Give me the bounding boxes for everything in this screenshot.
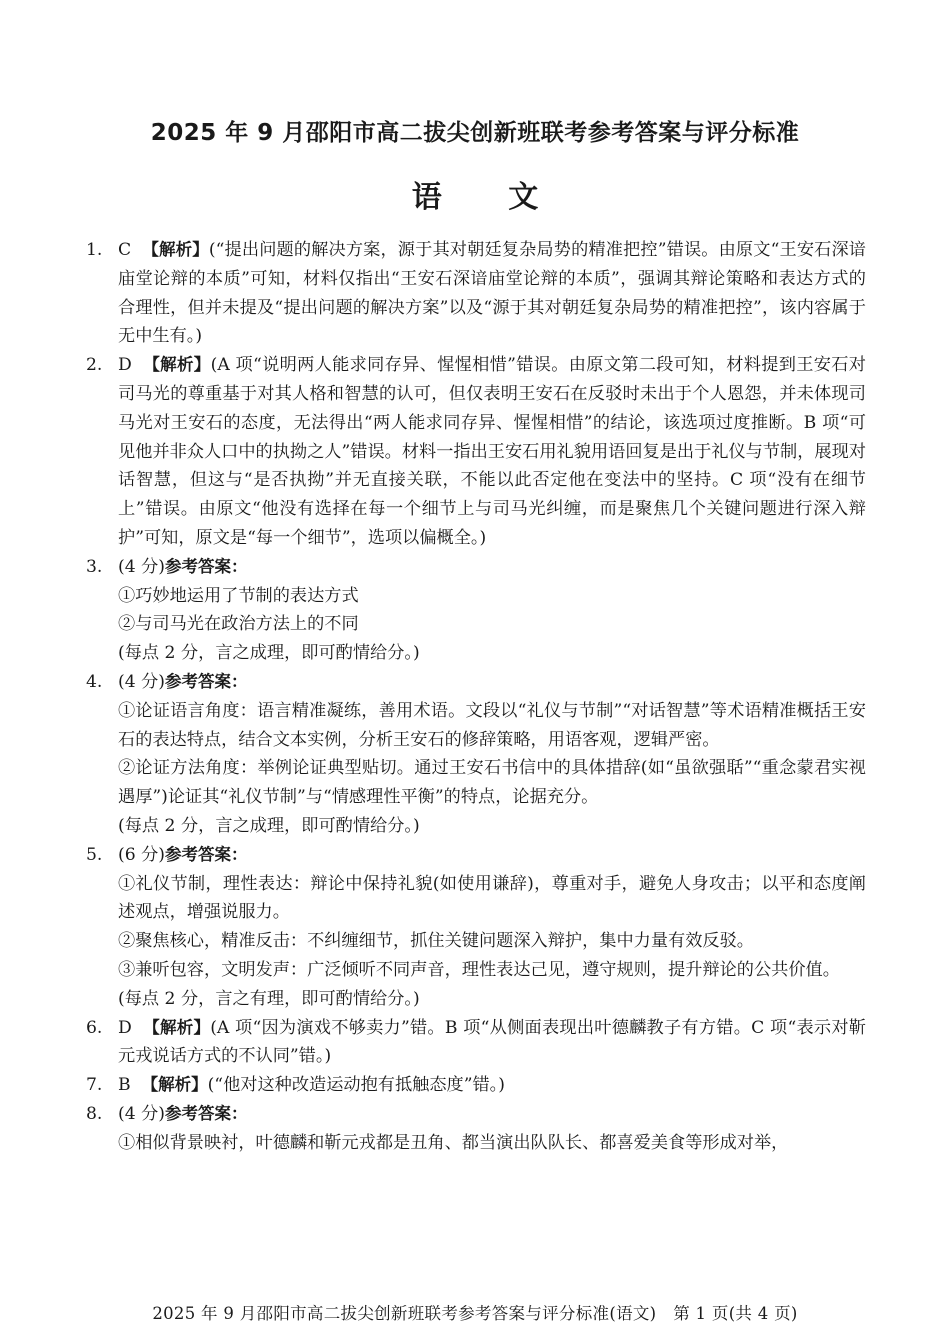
answer-line: ①相似背景映衬，叶德麟和靳元戎都是丑角、都当演出队队长、都喜爱美食等形成对举， <box>118 1132 789 1153</box>
question-2 <box>86 351 866 553</box>
question-number: 7. <box>86 1075 103 1096</box>
answer-list <box>86 236 866 1158</box>
scoring-note: (每点 2 分，言之成理，即可酌情给分。) <box>118 643 420 664</box>
scoring-note: (每点 2 分，言之有理，即可酌情给分。) <box>118 988 420 1009</box>
analysis-label: 【解析】 <box>142 240 209 259</box>
analysis-label: 【解析】 <box>143 355 211 375</box>
analysis-label: 【解析】 <box>141 1075 208 1095</box>
question-3 <box>86 553 866 668</box>
answer-line: ②聚焦核心，精准反击：不纠缠细节，抓住关键问题深入辩护，集中力量有效反驳。 <box>118 931 754 952</box>
scoring-note: (每点 2 分，言之成理，即可酌情给分。) <box>118 815 420 836</box>
subject-heading: 语 文 <box>411 180 567 215</box>
answer-line: ①礼仪节制，理性表达：辩论中保持礼貌(如使用谦辞)，尊重对手，避免人身攻击；以平和态度阐述观点，增强说服力。 <box>118 873 866 923</box>
answer-choice: C <box>118 240 132 260</box>
score-label: (4 分) <box>118 671 165 692</box>
answer-line: ②论证方法角度：举例论证典型贴切。通过王安石书信中的具体措辞(如“虽欲强聒”“重念蒙君实视遇厚”)论证其“礼仪节制”与“情感理性平衡”的特点，论据充分。 <box>118 758 866 808</box>
analysis-label: 【解析】 <box>143 1017 211 1037</box>
question-1 <box>86 236 866 351</box>
answer-choice: D <box>118 355 132 376</box>
reference-answer-label: 参考答案： <box>165 556 248 576</box>
question-number: 6. <box>86 1017 103 1038</box>
question-number: 8. <box>86 1103 103 1124</box>
score-label: (4 分) <box>118 1103 165 1124</box>
reference-answer-label: 参考答案： <box>165 844 248 864</box>
question-number: 4. <box>86 671 103 692</box>
question-8 <box>86 1100 866 1158</box>
question-number: 5. <box>86 844 103 865</box>
document-title: 2025 年 9 月邵阳市高二拔尖创新班联考参考答案与评分标准 <box>150 120 800 146</box>
reference-answer-label: 参考答案： <box>165 671 248 691</box>
page-footer: 2025 年 9 月邵阳市高二拔尖创新班联考参考答案与评分标准(语文) 第 1 页(共 4 页) <box>152 1304 798 1323</box>
question-5 <box>86 841 866 1014</box>
question-6 <box>86 1014 866 1072</box>
analysis-text: (A 项“说明两人能求同存异、惺惺相惜”错误。由原文第二段可知，材料提到王安石对司马光的尊重基于对其人格和智慧的认可，但仅表明王安石在反驳时未出于个人恩怨，并未体现司马光对王安石的态度，无法得出“两人能求同存异、惺惺相惜”的结论，该选项过度推断。B 项“可见他并非众人口中的执拗之人”错误。材料一指出王安石用礼貌用语回复是出于礼仪与节制，展现对话智慧，但这与“是否执拗”并无直接关联，不能以此否定他在变法中的坚持。C 项“没有在细节上”错误。由原文“他没有选择在每一个细节上与司马光纠缠，而是聚焦几个关键问题进行深入辩护”可知，原文是“每一个细节”，选项以偏概全。) <box>118 355 866 548</box>
answer-line: ①巧妙地运用了节制的表达方式 <box>118 585 359 606</box>
answer-choice: B <box>118 1075 131 1096</box>
answer-line: ①论证语言角度：语言精准凝练，善用术语。文段以“礼仪与节制”“对话智慧”等术语精准概括王安石的表达特点，结合文本实例，分析王安石的修辞策略，用语客观，逻辑严密。 <box>118 700 866 750</box>
answer-line: ②与司马光在政治方法上的不同 <box>118 614 359 635</box>
score-label: (4 分) <box>118 556 165 577</box>
question-number: 3. <box>86 556 103 577</box>
analysis-text: (“提出问题的解决方案，源于其对朝廷复杂局势的精准把控”错误。由原文“王安石深谙庙堂论辩的本质”可知，材料仅指出“王安石深谙庙堂论辩的本质”，强调其辩论策略和表达方式的合理性，但并未提及“提出问题的解决方案”以及“源于其对朝廷复杂局势的精准把控”，该内容属于无中生有。) <box>118 240 866 347</box>
answer-line: ③兼听包容，文明发声：广泛倾听不同声音，理性表达己见，遵守规则，提升辩论的公共价值。 <box>118 959 840 980</box>
answer-choice: D <box>118 1017 132 1038</box>
question-number: 1. <box>86 240 103 260</box>
analysis-text: (“他对这种改造运动抱有抵触态度”错。) <box>207 1075 505 1096</box>
analysis-text: (A 项“因为演戏不够卖力”错。B 项“从侧面表现出叶德麟教子有方错。C 项“表示对靳元戎说话方式的不认同”错。) <box>118 1017 866 1067</box>
score-label: (6 分) <box>118 844 165 865</box>
question-7 <box>86 1071 866 1100</box>
question-number: 2. <box>86 355 103 376</box>
question-4 <box>86 668 866 841</box>
reference-answer-label: 参考答案： <box>165 1103 248 1123</box>
